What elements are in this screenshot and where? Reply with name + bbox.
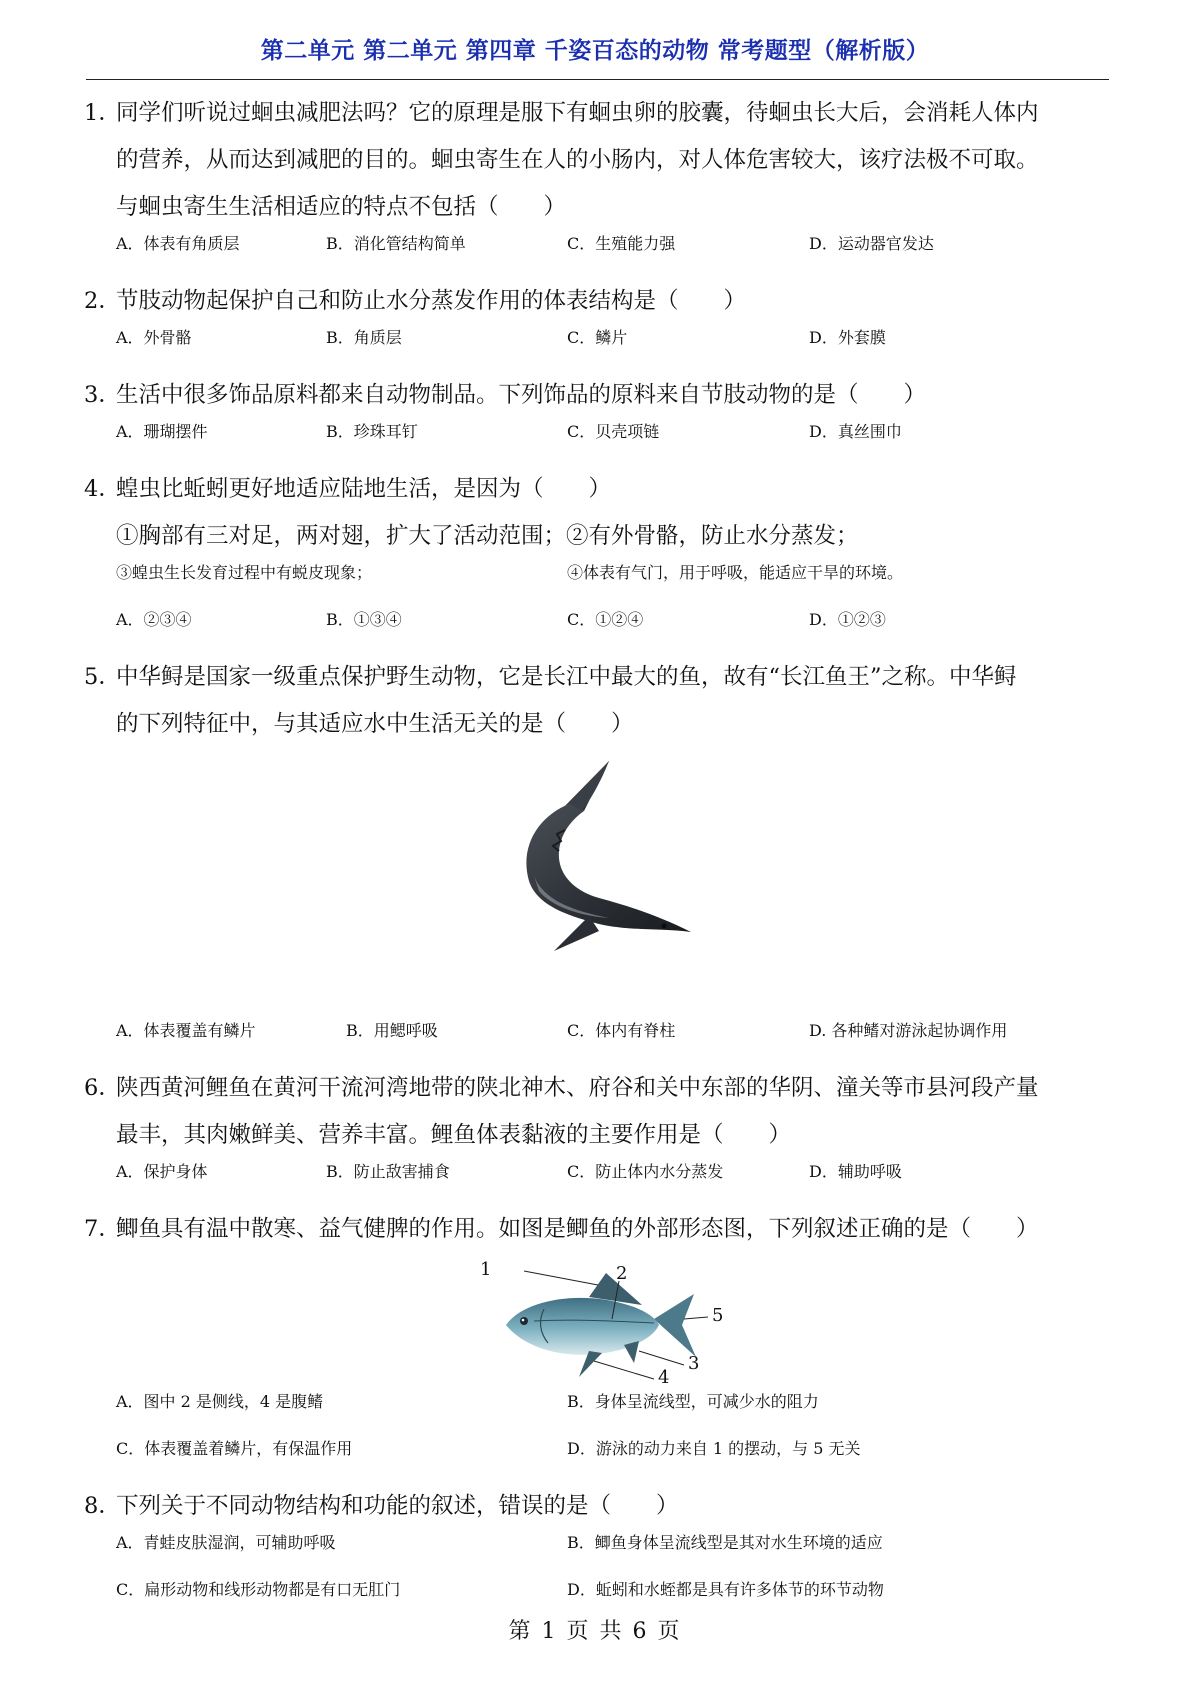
option-b: B．①③④: [326, 610, 402, 629]
option-b: B．消化管结构简单: [326, 234, 466, 253]
question-text: 鲫鱼具有温中散寒、益气健脾的作用。如图是鲫鱼的外部形态图，下列叙述正确的是（ ）: [116, 1216, 1039, 1242]
option-d: D．辅助呼吸: [809, 1162, 902, 1181]
question-text: 生活中很多饰品原料都来自动物制品。下列饰品的原料来自节肢动物的是（ ）: [116, 382, 927, 408]
question-3-options: [84, 419, 1114, 466]
question-text: 同学们听说过蛔虫减肥法吗？它的原理是服下有蛔虫卵的胶囊，待蛔虫长大后，会消耗人体内: [116, 100, 1039, 126]
question-number: 8．: [84, 1493, 121, 1519]
option-b: B．用鳃呼吸: [346, 1021, 438, 1040]
question-1-line-2: 的营养，从而达到减肥的目的。蛔虫寄生在人的小肠内，对人体危害较大，该疗法极不可取。: [116, 147, 1039, 173]
option-d: D．游泳的动力来自 1 的摆动，与 5 无关: [567, 1439, 861, 1458]
question-text: 节肢动物起保护自己和防止水分蒸发作用的体表结构是（ ）: [116, 288, 747, 314]
question-4-line-1: [84, 466, 1114, 513]
question-8-line-1: [84, 1483, 1114, 1530]
figure-label-3: 3: [688, 1353, 700, 1374]
question-text: 陕西黄河鲤鱼在黄河干流河湾地带的陕北神木、府谷和关中东部的华阴、潼关等市县河段产量: [116, 1075, 1039, 1101]
option-d: D．真丝围巾: [809, 422, 902, 441]
option-c: C．鳞片: [567, 328, 628, 347]
question-number: 2．: [84, 288, 121, 314]
figure-label-1: 1: [480, 1259, 492, 1280]
option-a: A．体表覆盖有鳞片: [116, 1021, 256, 1040]
option-c: C．体表覆盖着鳞片，有保温作用: [116, 1439, 353, 1458]
question-6-line-2: 最丰，其肉嫩鲜美、营养丰富。鲤鱼体表黏液的主要作用是（ ）: [116, 1122, 792, 1148]
crucian-carp-figure: [84, 1253, 1114, 1389]
figure-label-4: 4: [658, 1367, 670, 1388]
option-a: A．外骨骼: [116, 328, 192, 347]
question-1-options: [84, 231, 1114, 278]
question-text: 下列关于不同动物结构和功能的叙述，错误的是（ ）: [116, 1493, 679, 1519]
option-c: C．①②④: [567, 610, 644, 629]
option-c: C．贝壳项链: [567, 422, 660, 441]
question-4-statement-3: ④体表有气门，用于呼吸，能适应干旱的环境。: [567, 563, 904, 582]
option-d: D．运动器官发达: [809, 234, 934, 253]
question-number: 4．: [84, 476, 121, 502]
question-number: 7．: [84, 1216, 121, 1242]
option-a: A．青蛙皮肤湿润，可辅助呼吸: [116, 1533, 336, 1552]
sturgeon-image: [459, 756, 699, 966]
option-b: B．防止敌害捕食: [326, 1162, 450, 1181]
option-d: D. 各种鳍对游泳起协调作用: [809, 1021, 1008, 1040]
question-number: 3．: [84, 382, 121, 408]
question-4-options: [84, 607, 1114, 654]
option-c: C．体内有脊柱: [567, 1021, 676, 1040]
page-footer: 第 1 页 共 6 页: [508, 1619, 682, 1644]
question-7-options-row-1: [84, 1389, 1114, 1436]
question-6-options: [84, 1159, 1114, 1206]
document-header: 第二单元 第二单元 第四章 千姿百态的动物 常考题型（解析版）: [260, 38, 930, 64]
option-b: B．角质层: [326, 328, 402, 347]
question-8-options-row-1: [84, 1530, 1114, 1577]
figure-label-5: 5: [712, 1305, 724, 1326]
question-1-line-1: [84, 90, 1114, 137]
option-a: A．图中 2 是侧线，4 是腹鳍: [116, 1392, 324, 1411]
header-rule: [86, 79, 1109, 80]
option-a: A．体表有角质层: [116, 234, 240, 253]
figure-label-2: 2: [616, 1263, 628, 1284]
question-list: [84, 90, 1114, 1624]
question-number: 6．: [84, 1075, 121, 1101]
question-5-options: [84, 1018, 1114, 1065]
option-c: C．防止体内水分蒸发: [567, 1162, 724, 1181]
question-number: 5．: [84, 664, 121, 690]
question-7-options-row-2: [84, 1436, 1114, 1483]
question-1-line-3: 与蛔虫寄生生活相适应的特点不包括（ ）: [116, 194, 567, 220]
option-c: C．生殖能力强: [567, 234, 676, 253]
question-text: 蝗虫比蚯蚓更好地适应陆地生活，是因为（ ）: [116, 476, 612, 502]
sturgeon-figure: [84, 748, 1114, 1018]
option-b: B．珍珠耳钉: [326, 422, 418, 441]
option-b: B．身体呈流线型，可减少水的阻力: [567, 1392, 819, 1411]
question-4-statements-row: [84, 560, 1114, 607]
option-c: C．扁形动物和线形动物都是有口无肛门: [116, 1580, 401, 1599]
question-2-line-1: [84, 278, 1114, 325]
option-d: D．蚯蚓和水蛭都是具有许多体节的环节动物: [567, 1580, 884, 1599]
question-6-line-1: [84, 1065, 1114, 1112]
option-d: D．①②③: [809, 610, 886, 629]
option-d: D．外套膜: [809, 328, 886, 347]
question-5-line-2: 的下列特征中，与其适应水中生活无关的是（ ）: [116, 711, 634, 737]
option-a: A．珊瑚摆件: [116, 422, 208, 441]
question-5-line-1: [84, 654, 1114, 701]
question-3-line-1: [84, 372, 1114, 419]
question-7-line-1: [84, 1206, 1114, 1253]
question-number: 1．: [84, 100, 121, 126]
question-4-statement-2: ③蝗虫生长发育过程中有蜕皮现象；: [116, 563, 373, 582]
option-a: A．保护身体: [116, 1162, 208, 1181]
question-2-options: [84, 325, 1114, 372]
question-text: 中华鲟是国家一级重点保护野生动物，它是长江中最大的鱼，故有“长江鱼王”之称。中华鲟: [116, 664, 1017, 690]
crucian-carp-diagram: [494, 1259, 714, 1389]
option-a: A．②③④: [116, 610, 192, 629]
option-b: B．鲫鱼身体呈流线型是其对水生环境的适应: [567, 1533, 883, 1552]
question-4-statement-1: ①胸部有三对足，两对翅，扩大了活动范围；②有外骨骼，防止水分蒸发；: [116, 523, 859, 549]
